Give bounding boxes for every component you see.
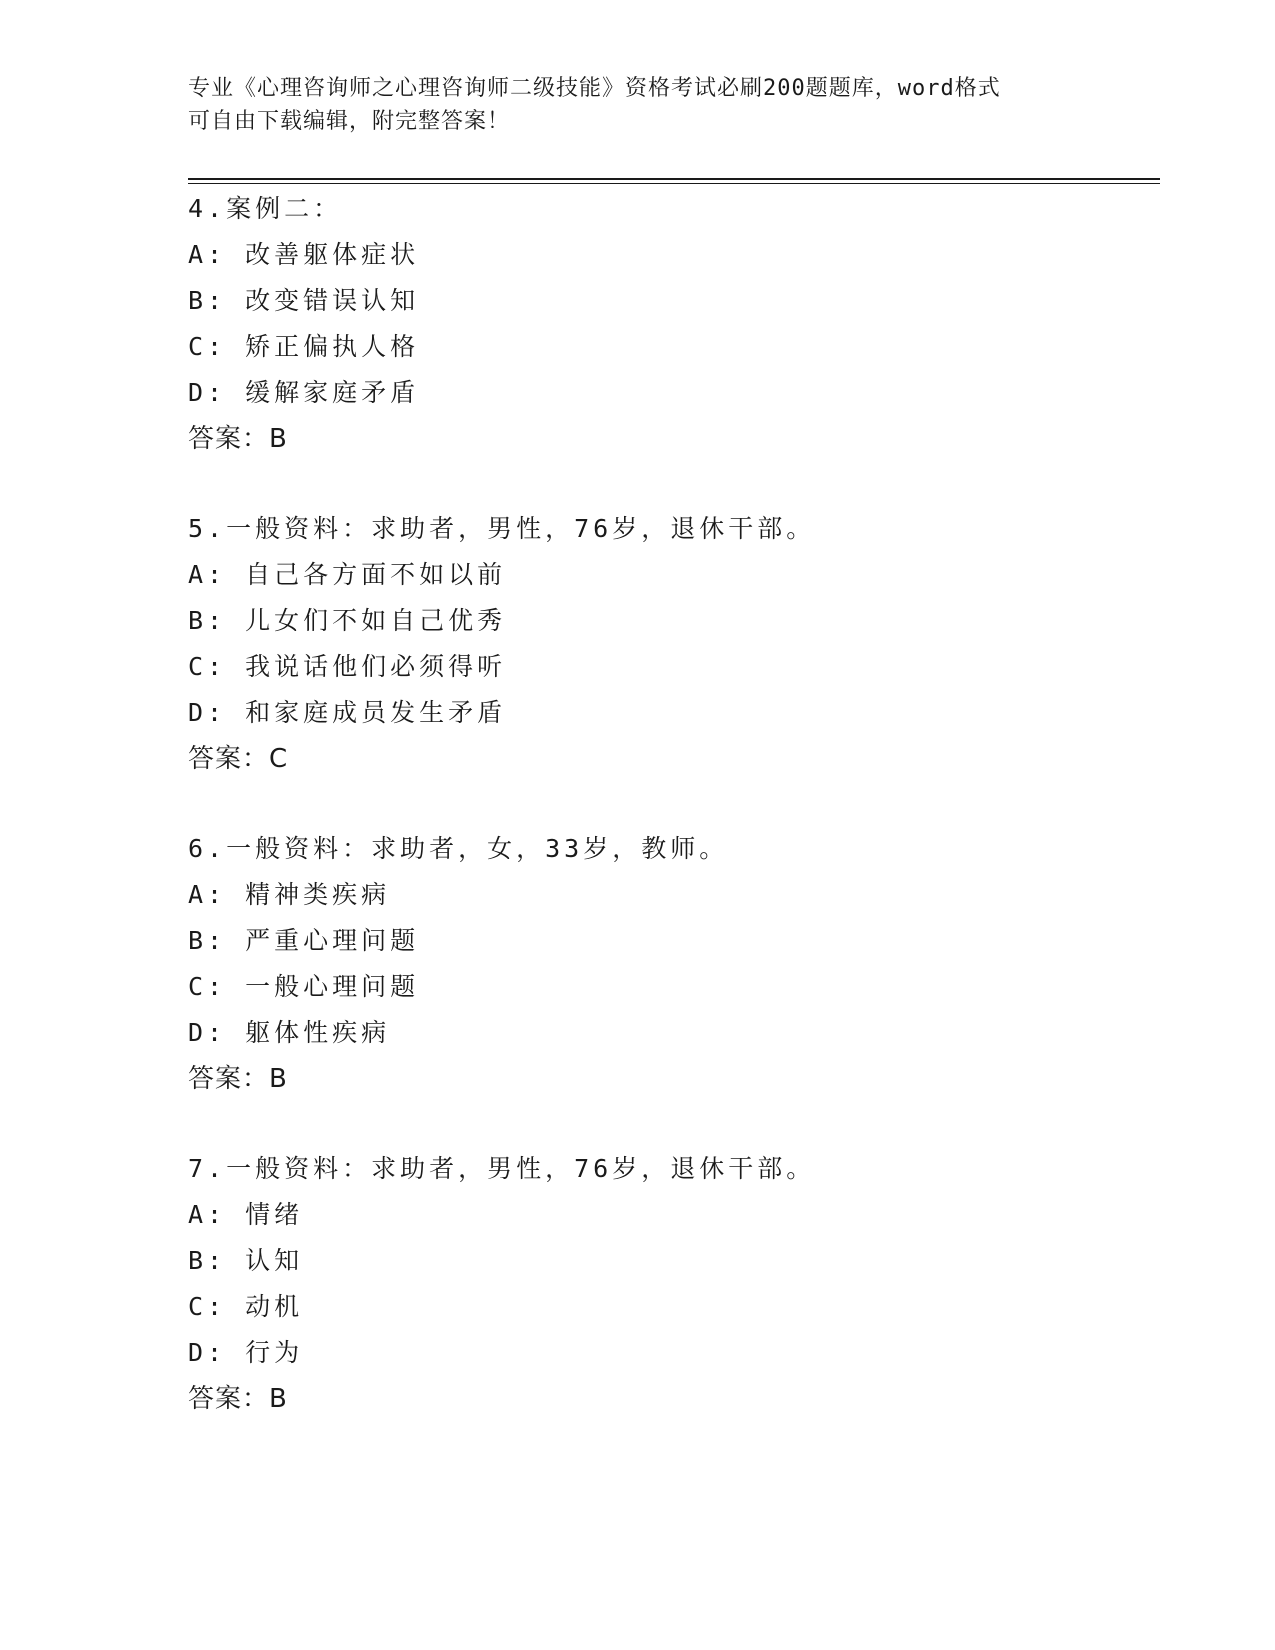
option-b: B: 认知 [188,1246,304,1275]
option-c: C: 矫正偏执人格 [188,332,420,361]
option-a: A: 自己各方面不如以前 [188,560,507,589]
header-divider-thick [188,178,1160,180]
answer-label: 答案：C [188,744,289,774]
document-header [188,72,1088,138]
header-divider-thin [188,183,1160,184]
question-7 [188,1146,1160,1422]
option-b: B: 儿女们不如自己优秀 [188,606,507,635]
option-b: B: 改变错误认知 [188,286,420,315]
option-c: C: 一般心理问题 [188,972,420,1001]
option-d: D: 行为 [188,1338,304,1367]
question-stem: 4.案例二： [188,194,343,223]
question-list [188,186,1160,1466]
question-5 [188,506,1160,782]
option-c: C: 我说话他们必须得听 [188,652,507,681]
option-d: D: 和家庭成员发生矛盾 [188,698,507,727]
header-line-1: 专业《心理咨询师之心理咨询师二级技能》资格考试必刷200题题库，word格式 [188,76,1001,101]
answer-label: 答案：B [188,1064,288,1094]
question-stem: 6.一般资料：求助者，女，33岁，教师。 [188,834,729,863]
option-a: A: 精神类疾病 [188,880,391,909]
option-c: C: 动机 [188,1292,304,1321]
question-stem: 5.一般资料：求助者，男性，76岁，退休干部。 [188,514,816,543]
option-d: D: 缓解家庭矛盾 [188,378,420,407]
option-d: D: 躯体性疾病 [188,1018,391,1047]
question-4 [188,186,1160,462]
answer-label: 答案：B [188,1384,288,1414]
header-line-2: 可自由下载编辑，附完整答案！ [188,109,511,134]
option-a: A: 改善躯体症状 [188,240,420,269]
answer-label: 答案：B [188,424,288,454]
option-a: A: 情绪 [188,1200,304,1229]
question-6 [188,826,1160,1102]
option-b: B: 严重心理问题 [188,926,420,955]
question-stem: 7.一般资料：求助者，男性，76岁，退休干部。 [188,1154,816,1183]
